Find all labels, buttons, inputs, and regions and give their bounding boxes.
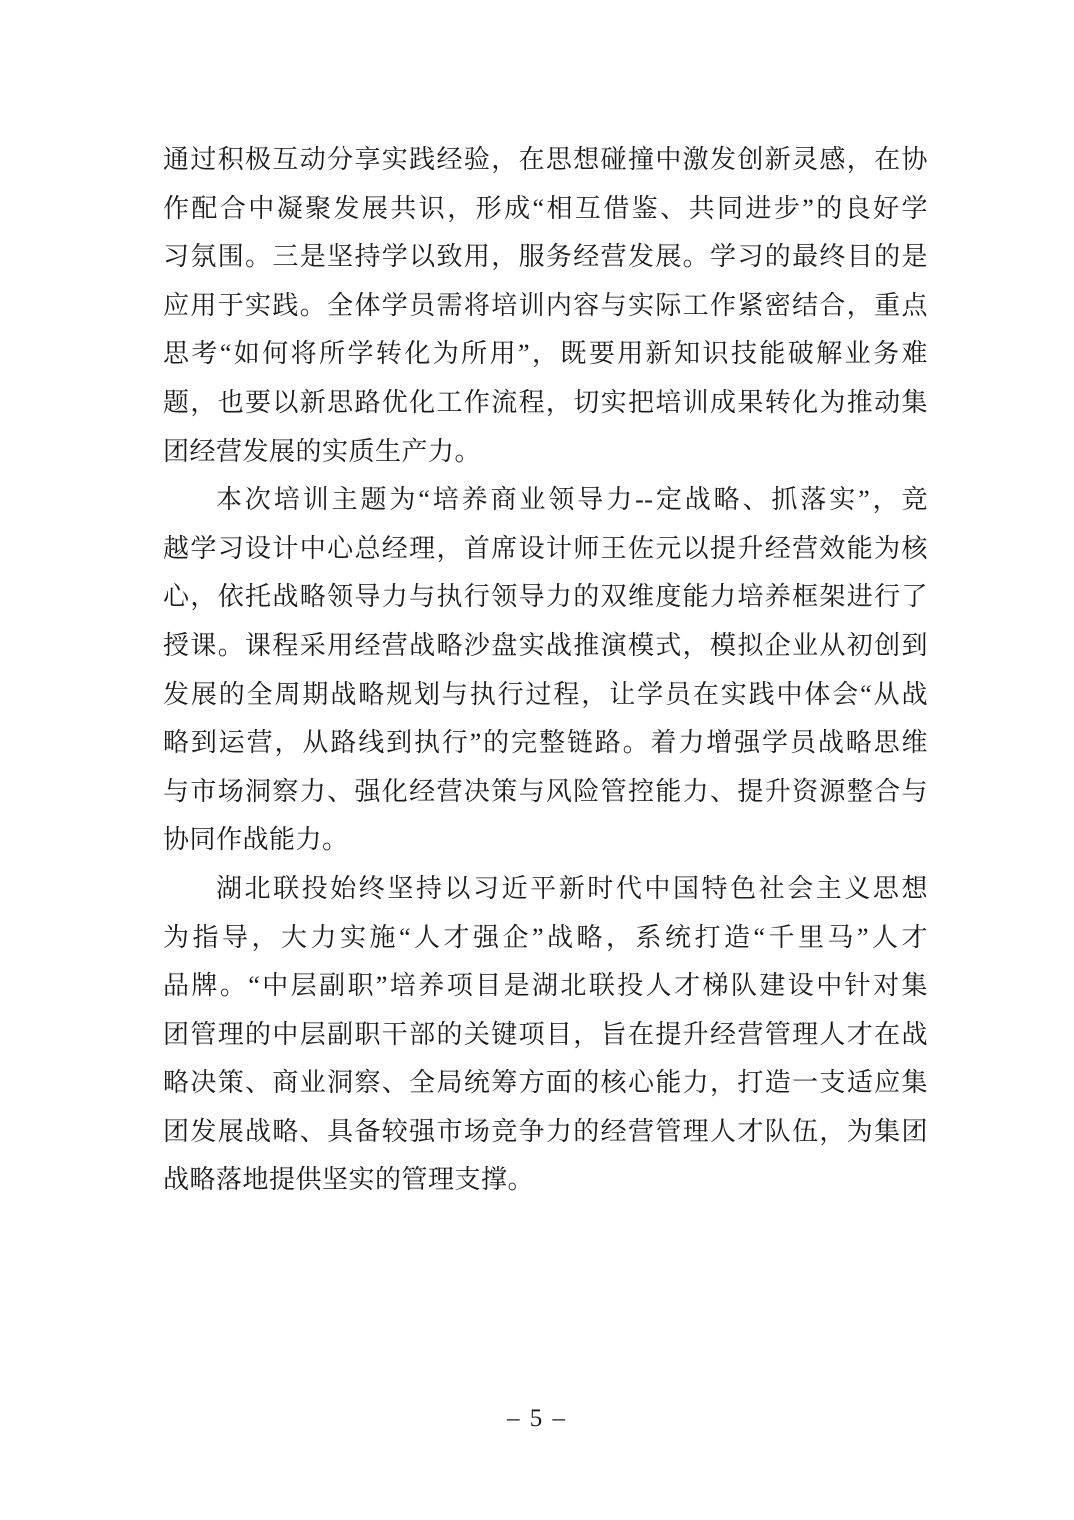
paragraph-2	[163, 476, 928, 865]
paragraph-line: 湖北联投始终坚持以习近平新时代中国特色社会主义思想	[216, 873, 928, 903]
paragraph-line: 习氛围。三是坚持学以致用，服务经营发展。学习的最终目的是	[163, 242, 928, 272]
paragraph-line: 心，依托战略领导力与执行领导力的双维度能力培养框架进行了	[163, 582, 928, 612]
paragraph-line: 作配合中凝聚发展共识，形成“相互借鉴、共同进步”的良好学	[163, 193, 928, 223]
paragraph-line: 协同作战能力。	[163, 825, 349, 855]
paragraph-line: 思考“如何将所学转化为所用”，既要用新知识技能破解业务难	[163, 339, 928, 369]
paragraph-line: 团发展战略、具备较强市场竞争力的经营管理人才队伍，为集团	[163, 1116, 928, 1146]
paragraph-line: 与市场洞察力、强化经营决策与风险管控能力、提升资源整合与	[163, 776, 928, 806]
paragraph-line: 团管理的中层副职干部的关键项目，旨在提升经营管理人才在战	[163, 1019, 928, 1049]
paragraph-3	[163, 865, 928, 1205]
paragraph-line: 品牌。“中层副职”培养项目是湖北联投人才梯队建设中针对集	[163, 971, 928, 1001]
page-number: – 5 –	[507, 1405, 567, 1432]
paragraph-line: 略决策、商业洞察、全局统筹方面的核心能力，打造一支适应集	[163, 1068, 928, 1098]
paragraph-line: 授课。课程采用经营战略沙盘实战推演模式，模拟企业从初创到	[163, 630, 928, 660]
paragraph-line: 发展的全周期战略规划与执行过程，让学员在实践中体会“从战	[163, 679, 928, 709]
document-body	[163, 136, 928, 1205]
paragraph-line: 本次培训主题为“培养商业领导力--定战略、抓落实”，竞	[216, 485, 928, 515]
paragraph-line: 为指导，大力实施“人才强企”战略，系统打造“千里马”人才	[163, 922, 928, 952]
paragraph-line: 越学习设计中心总经理，首席设计师王佐元以提升经营效能为核	[163, 533, 928, 563]
paragraph-1	[163, 136, 928, 476]
paragraph-line: 战略落地提供坚实的管理支撑。	[163, 1165, 535, 1195]
paragraph-line: 应用于实践。全体学员需将培训内容与实际工作紧密结合，重点	[163, 290, 928, 320]
paragraph-line: 略到运营，从路线到执行”的完整链路。着力增强学员战略思维	[163, 728, 928, 758]
paragraph-line: 团经营发展的实质生产力。	[163, 436, 482, 466]
paragraph-line: 题，也要以新思路优化工作流程，切实把培训成果转化为推动集	[163, 387, 928, 417]
paragraph-line: 通过积极互动分享实践经验，在思想碰撞中激发创新灵感，在协	[163, 145, 928, 174]
